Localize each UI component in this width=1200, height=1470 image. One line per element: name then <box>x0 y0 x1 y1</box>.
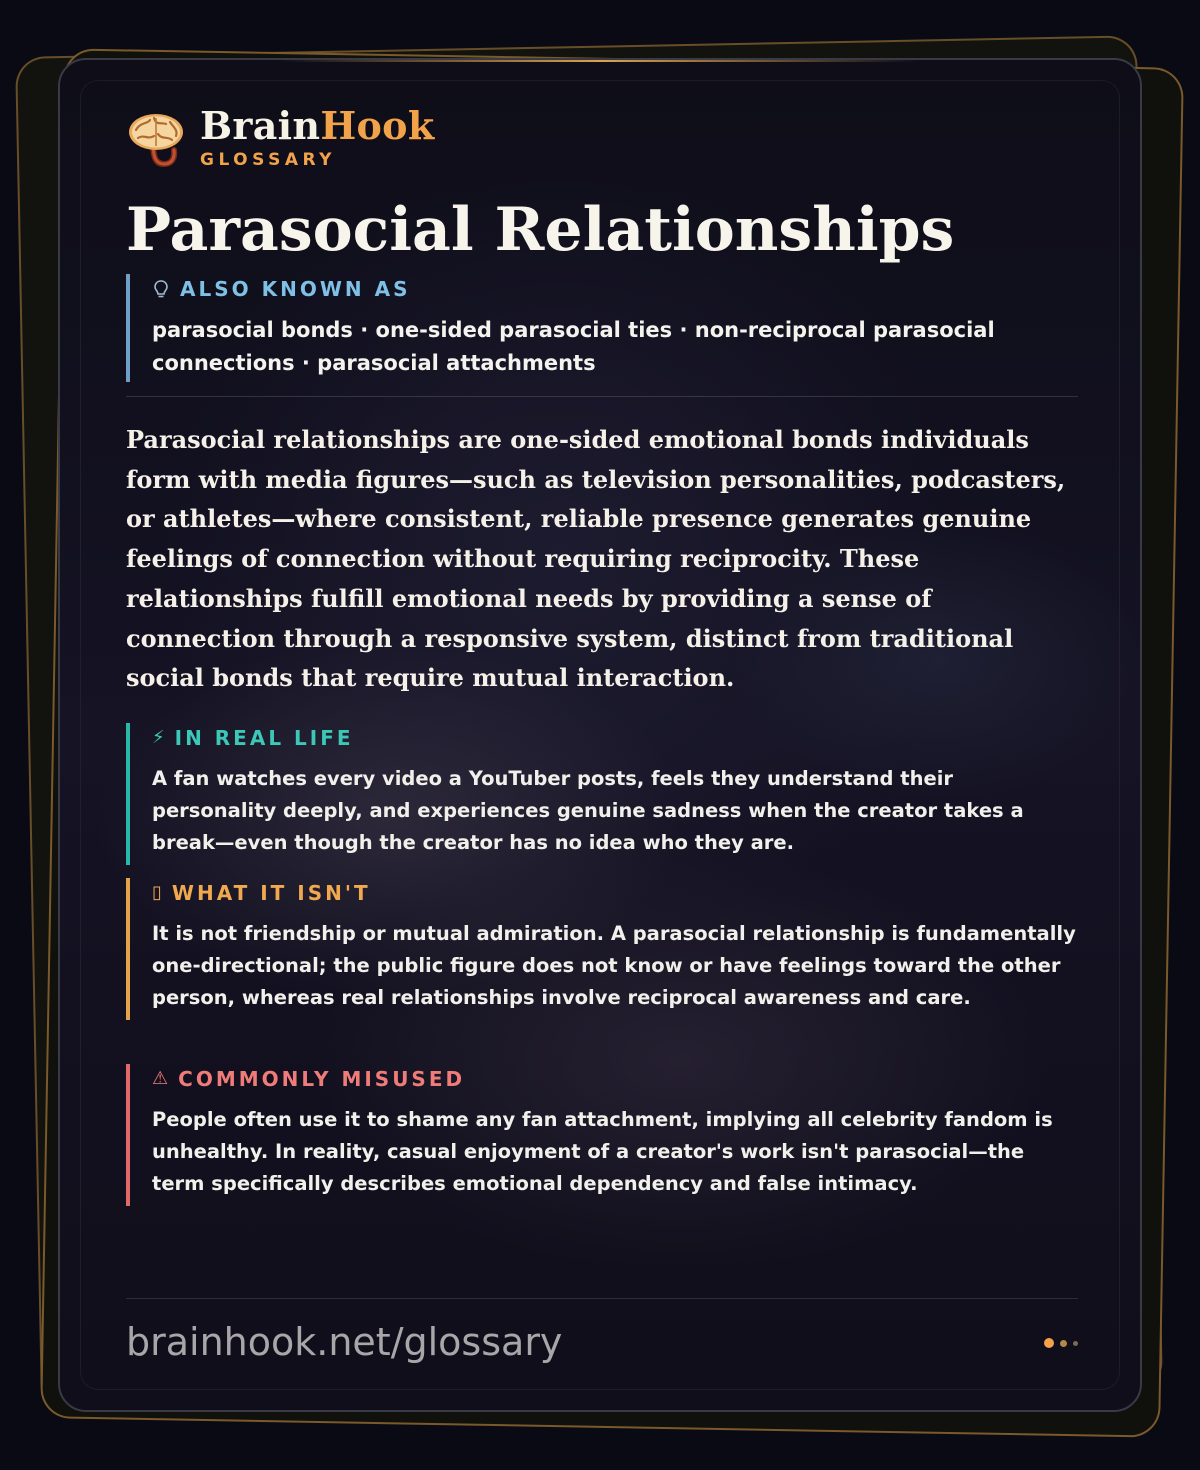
lightbulb-icon <box>152 279 170 299</box>
footer-url[interactable]: brainhook.net/glossary <box>126 1320 563 1364</box>
in-real-life-heading-row <box>152 725 1078 751</box>
commonly-misused-heading-row <box>152 1066 1078 1092</box>
also-known-as-heading-row <box>152 276 1078 302</box>
what-it-isnt-text: It is not friendship or mutual admiration. A parasocial relationship is fundamentally one-directional; the public figure does not know or have feelings toward the other person, whereas real relationships involve reciprocal awareness and care. <box>152 922 1076 1009</box>
what-it-isnt-callout <box>126 878 1078 1020</box>
term-definition: Parasocial relationships are one-sided emotional bonds individuals form with media figures—such as television personalities, podcasters, or athletes—where consistent, reliable presence generates genuine feelings of connection without requiring reciprocity. These relationships fulfill emotional needs by providing a sense of connection through a responsive system, distinct from traditional social bonds that require mutual interaction. <box>126 425 1066 693</box>
also-known-as-text: parasocial bonds · one-sided parasocial ties · non-reciprocal parasocial connections · parasocial attachments <box>152 318 995 375</box>
brand-header <box>126 103 435 170</box>
pagination-dot-active <box>1044 1338 1054 1348</box>
commonly-misused-callout <box>126 1064 1078 1206</box>
in-real-life-callout <box>126 723 1078 865</box>
card-content <box>126 60 1078 1410</box>
commonly-misused-heading: COMMONLY MISUSED <box>178 1067 466 1091</box>
brand-name <box>200 103 435 148</box>
commonly-misused-text: People often use it to shame any fan attachment, implying all celebrity fandom is unhealthy. In reality, casual enjoyment of a creator's work isn't parasocial—the term specifically describes emotional dependency and false intimacy. <box>152 1108 1053 1195</box>
lightning-icon: ⚡ <box>152 727 165 748</box>
in-real-life-heading: IN REAL LIFE <box>174 726 354 750</box>
in-real-life-text: A fan watches every video a YouTuber posts, feels they understand their personality deeply, and experiences genuine sadness when the creator takes a break—even though the creator has no idea who they are. <box>152 767 1024 854</box>
pagination-dot <box>1073 1341 1078 1346</box>
no-entry-icon: ▯ <box>152 882 162 903</box>
pagination-dots <box>1038 1338 1078 1348</box>
brain-hook-icon <box>126 108 186 168</box>
section-divider <box>126 396 1078 397</box>
brand-name-part2: Hook <box>320 103 435 148</box>
also-known-as-block <box>126 274 1078 382</box>
what-it-isnt-heading: WHAT IT ISN'T <box>171 881 371 905</box>
brand-subtitle: GLOSSARY <box>200 150 336 170</box>
footer-divider <box>126 1298 1078 1299</box>
brand-name-part1: Brain <box>200 103 321 148</box>
pagination-dot <box>1060 1340 1067 1347</box>
warning-icon: ⚠ <box>152 1068 169 1089</box>
term-title: Parasocial Relationships <box>126 195 955 265</box>
what-it-isnt-heading-row <box>152 880 1078 906</box>
also-known-as-heading: ALSO KNOWN AS <box>180 277 411 301</box>
glossary-card <box>58 58 1142 1412</box>
